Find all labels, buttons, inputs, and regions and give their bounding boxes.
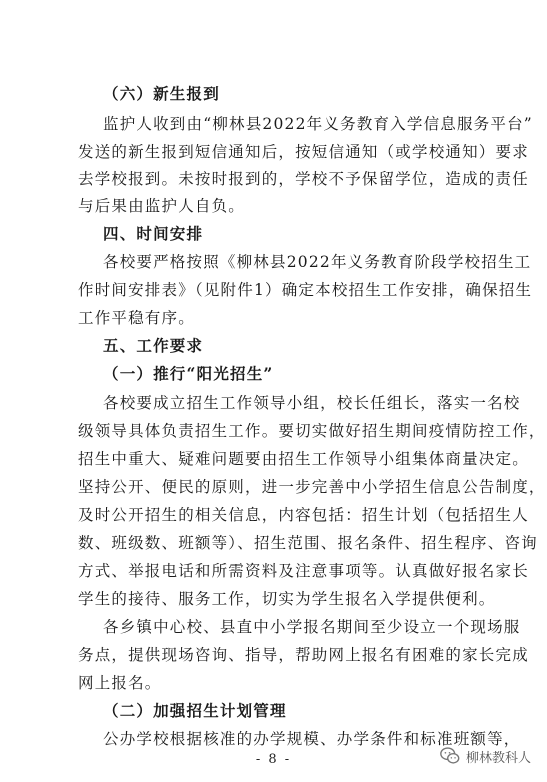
paragraph-line: 工作平稳有序。: [78, 309, 195, 327]
paragraph-line: 监护人收到由“柳林县2022年义务教育入学信息服务平台”: [103, 115, 533, 133]
paragraph-line: 去学校报到。未按时报到的，学校不予保留学位，造成的责任: [78, 170, 529, 188]
section-heading-work-requirements: 五、工作要求: [103, 337, 204, 355]
paragraph-line: 学生的接待、服务工作，切实为学生报名入学提供便利。: [78, 590, 496, 608]
paragraph-line: 各乡镇中心校、县直中小学报名期间至少设立一个现场服: [103, 618, 521, 636]
paragraph-line: 各校要成立招生工作领导小组，校长任组长，落实一名校: [103, 394, 521, 412]
paragraph-line: 公办学校根据核准的办学规模、办学条件和标准班额等，: [103, 730, 521, 748]
paragraph-line: 与后果由监护人自负。: [78, 197, 246, 215]
paragraph-line: 数、班级数、班额等）、招生范围、报名条件、招生程序、咨询: [78, 534, 538, 552]
section-heading-schedule: 四、时间安排: [103, 225, 204, 243]
paragraph-line: 各校要严格按照《柳林县2022年义务教育阶段学校招生工: [103, 253, 532, 271]
wechat-icon: [439, 745, 461, 767]
watermark: [439, 744, 531, 768]
paragraph-line: 及时公开招生的相关信息，内容包括：招生计划（包括招生人: [78, 506, 529, 524]
paragraph-line: 发送的新生报到短信通知后，按短信通知（或学校通知）要求: [78, 143, 529, 161]
page-number: - 8 -: [255, 752, 292, 767]
paragraph-line: 方式、举报电话和所需资料及注意事项等。认真做好报名家长: [78, 562, 529, 580]
paragraph-line: 务点，提供现场咨询、指导，帮助网上报名有困难的家长完成: [78, 646, 529, 664]
subsection-heading-new-student-registration: （六）新生报到: [103, 84, 220, 103]
subsection-heading-enrollment-plan: （二）加强招生计划管理: [103, 701, 287, 720]
paragraph-line: 招生中重大、疑难问题要由招生工作领导小组集体商量决定。: [78, 450, 529, 468]
paragraph-line: 级领导具体负责招生工作。要切实做好招生期间疫情防控工作，: [78, 422, 546, 440]
paragraph-line: 网上报名。: [78, 674, 162, 692]
subsection-heading-sunshine-enrollment: （一）推行“阳光招生”: [103, 364, 274, 383]
paragraph-line: 作时间安排表》（见附件1）确定本校招生工作安排，确保招生: [78, 281, 533, 299]
paragraph-line: 坚持公开、便民的原则，进一步完善中小学招生信息公告制度，: [78, 478, 546, 496]
watermark-label: 柳林教科人: [465, 750, 531, 766]
